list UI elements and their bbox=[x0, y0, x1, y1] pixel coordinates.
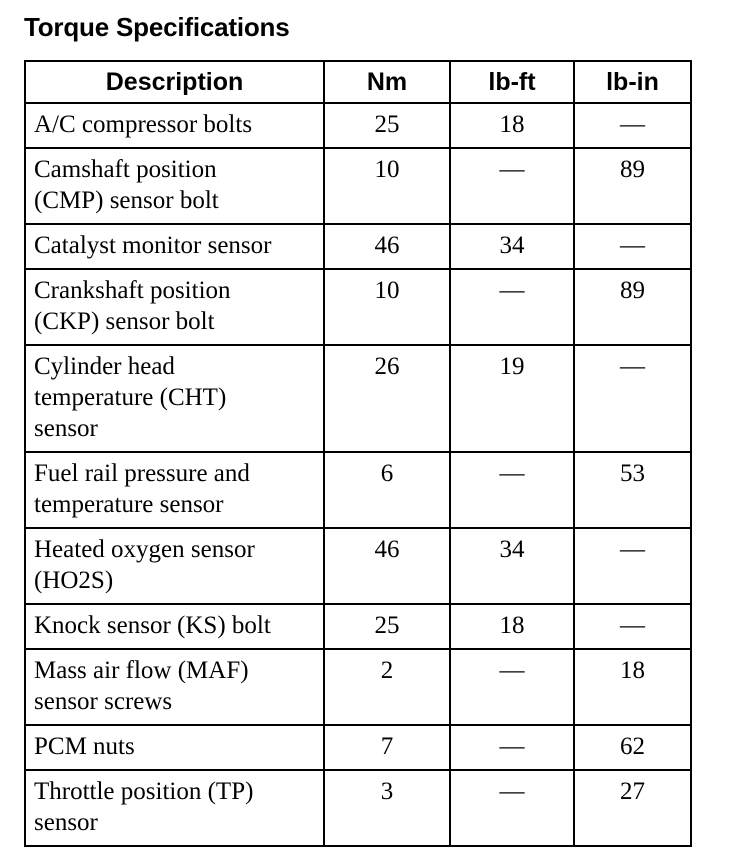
table-header-row bbox=[25, 61, 691, 103]
nm-value-cell: 25 bbox=[324, 103, 450, 148]
nm-value-cell: 2 bbox=[324, 649, 450, 725]
lb-ft-value-cell: — bbox=[450, 649, 574, 725]
description-line: A/C compressor bolts bbox=[34, 111, 253, 138]
nm-value-cell: 7 bbox=[324, 725, 450, 770]
table-row bbox=[25, 528, 691, 604]
nm-value-cell: 10 bbox=[324, 148, 450, 224]
table-row bbox=[25, 269, 691, 345]
description-line: Throttle position (TP) bbox=[34, 778, 254, 805]
description-cell bbox=[25, 148, 324, 224]
lb-in-value-cell: 27 bbox=[574, 770, 691, 846]
description-line: (CMP) sensor bolt bbox=[34, 187, 219, 214]
lb-in-value-cell: 53 bbox=[574, 452, 691, 528]
torque-specifications-table bbox=[24, 60, 692, 847]
nm-value-cell: 3 bbox=[324, 770, 450, 846]
description-cell bbox=[25, 770, 324, 846]
lb-in-value-cell: 89 bbox=[574, 269, 691, 345]
description-line: Camshaft position bbox=[34, 156, 217, 183]
nm-value-cell: 25 bbox=[324, 604, 450, 649]
table-row bbox=[25, 224, 691, 269]
lb-ft-value-cell: 18 bbox=[450, 103, 574, 148]
table-row bbox=[25, 649, 691, 725]
lb-ft-value-cell: — bbox=[450, 725, 574, 770]
description-line: sensor bbox=[34, 809, 98, 836]
description-cell bbox=[25, 528, 324, 604]
description-line: Knock sensor (KS) bolt bbox=[34, 612, 271, 639]
lb-ft-value-cell: 18 bbox=[450, 604, 574, 649]
header-lb-ft: lb-ft bbox=[450, 61, 574, 103]
lb-ft-value-cell: 34 bbox=[450, 528, 574, 604]
description-line: (CKP) sensor bolt bbox=[34, 308, 215, 335]
description-line: Crankshaft position bbox=[34, 277, 231, 304]
lb-ft-value-cell: — bbox=[450, 452, 574, 528]
description-cell bbox=[25, 649, 324, 725]
description-line: Mass air flow (MAF) bbox=[34, 657, 249, 684]
table-row bbox=[25, 148, 691, 224]
lb-ft-value-cell: — bbox=[450, 770, 574, 846]
description-cell bbox=[25, 103, 324, 148]
lb-in-value-cell: 62 bbox=[574, 725, 691, 770]
description-cell bbox=[25, 452, 324, 528]
table-row bbox=[25, 604, 691, 649]
lb-in-value-cell: — bbox=[574, 604, 691, 649]
lb-ft-value-cell: — bbox=[450, 148, 574, 224]
description-line: Fuel rail pressure and bbox=[34, 460, 250, 487]
description-line: Heated oxygen sensor bbox=[34, 536, 255, 563]
lb-in-value-cell: — bbox=[574, 103, 691, 148]
description-line: temperature sensor bbox=[34, 491, 224, 518]
header-description: Description bbox=[25, 61, 324, 103]
header-lb-in: lb-in bbox=[574, 61, 691, 103]
description-cell bbox=[25, 224, 324, 269]
lb-in-value-cell: — bbox=[574, 345, 691, 452]
lb-in-value-cell: 18 bbox=[574, 649, 691, 725]
nm-value-cell: 46 bbox=[324, 528, 450, 604]
description-cell bbox=[25, 725, 324, 770]
lb-in-value-cell: 89 bbox=[574, 148, 691, 224]
nm-value-cell: 10 bbox=[324, 269, 450, 345]
lb-in-value-cell: — bbox=[574, 528, 691, 604]
table-row bbox=[25, 452, 691, 528]
lb-ft-value-cell: — bbox=[450, 269, 574, 345]
nm-value-cell: 46 bbox=[324, 224, 450, 269]
description-line: Catalyst monitor sensor bbox=[34, 232, 272, 259]
table-row bbox=[25, 770, 691, 846]
header-nm: Nm bbox=[324, 61, 450, 103]
table-row bbox=[25, 345, 691, 452]
lb-ft-value-cell: 34 bbox=[450, 224, 574, 269]
lb-ft-value-cell: 19 bbox=[450, 345, 574, 452]
table-row bbox=[25, 725, 691, 770]
description-line: sensor screws bbox=[34, 688, 173, 715]
description-line: Cylinder head bbox=[34, 353, 175, 380]
description-line: temperature (CHT) bbox=[34, 384, 227, 411]
description-cell bbox=[25, 604, 324, 649]
nm-value-cell: 6 bbox=[324, 452, 450, 528]
page-title: Torque Specifications bbox=[24, 12, 290, 42]
description-line: sensor bbox=[34, 415, 98, 442]
table-body bbox=[25, 103, 691, 846]
nm-value-cell: 26 bbox=[324, 345, 450, 452]
description-line: (HO2S) bbox=[34, 567, 114, 594]
description-line: PCM nuts bbox=[34, 733, 135, 760]
description-cell bbox=[25, 269, 324, 345]
table-row bbox=[25, 103, 691, 148]
lb-in-value-cell: — bbox=[574, 224, 691, 269]
description-cell bbox=[25, 345, 324, 452]
